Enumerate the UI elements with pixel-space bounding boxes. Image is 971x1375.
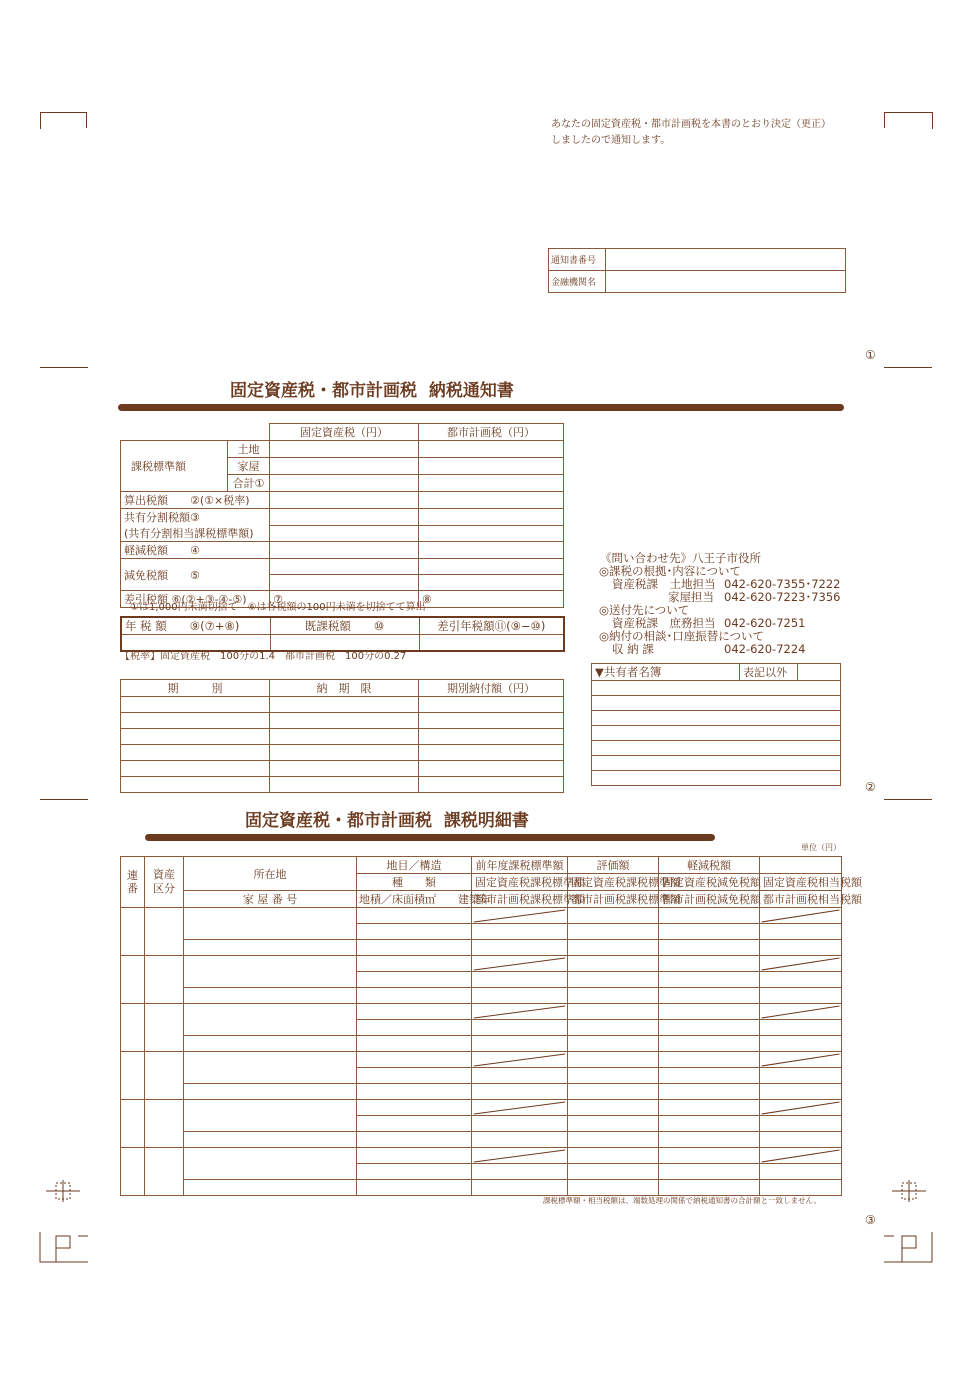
detail-row (121, 1180, 842, 1196)
slash-mark (472, 1100, 567, 1116)
crop-mark-top-right (884, 112, 933, 129)
net-tax-city-marker: ⑧ (419, 591, 564, 608)
contact-line8a: 収 納 課 (612, 642, 654, 656)
header-eval-fixed-base: 固定資産税課税標準額 (568, 874, 659, 891)
row-label-reduction-tax: 軽減税額 ④ (121, 542, 270, 559)
header-location: 所在地 (184, 857, 357, 891)
registration-mark-left (46, 1180, 80, 1202)
tax-notice-title-bar (118, 404, 844, 411)
header-prev-city-base: 都市計画税課税標準額 (472, 891, 568, 908)
contact-line3a: 資産税課 土地担当 (612, 577, 716, 591)
row-label-land: 土地 (228, 441, 270, 458)
slash-mark (760, 908, 841, 924)
detail-row (121, 940, 842, 956)
row-label-net-tax: 差引税額 ⑥(②+③-④-⑤) (121, 591, 270, 608)
header-fixed-equivalent: 固定資産税相当税額 (760, 874, 842, 891)
crop-mark-top-right-v (884, 112, 885, 128)
annual-tax-table (120, 616, 565, 652)
annual-tax-label: 年 税 額 ⑨(⑦+⑧) (121, 617, 270, 635)
fold-line-right-2 (884, 799, 932, 800)
notice-number-field[interactable] (606, 249, 846, 271)
contact-line3b: 042-620-7355･7222 (724, 577, 841, 591)
detail-footnote: 課税標準額・相当税額は、端数処理の関係で納税通知書の合計額と一致しません。 (543, 1196, 821, 1205)
header-house-number: 家 屋 番 号 (184, 891, 357, 908)
unit-label: 単位（円） (801, 843, 841, 852)
header-prev-base: 前年度課税標準額 (472, 857, 568, 874)
slash-mark (760, 1052, 841, 1068)
payment-period-table (120, 679, 564, 793)
detail-row (121, 1148, 842, 1164)
row-label-house: 家屋 (228, 458, 270, 475)
detail-row (121, 1084, 842, 1100)
tax-notice-title: 固定資産税・都市計画税 納税通知書 (230, 381, 514, 401)
row-label-exemption-tax: 減免税額 ⑤ (121, 559, 270, 591)
header-asset-class: 資産区分 (145, 857, 184, 908)
row-label-total: 合計① (228, 475, 270, 492)
header-kind: 種 類 (357, 874, 472, 891)
already-taxed-label: 既課税額 ⑩ (270, 617, 419, 635)
header-fixed-exemption: 固定資産税減免税額 (659, 874, 760, 891)
tax-base-label: 課税標準額 (121, 441, 228, 492)
notice-message-line1: あなたの固定資産税・都市計画税を本書のとおり決定（更正） (551, 119, 831, 130)
header-city-equivalent: 都市計画税相当税額 (760, 891, 842, 908)
slash-mark (472, 908, 567, 924)
notice-message-line2: しましたので通知します。 (551, 135, 671, 146)
period-amount-header: 期別納付額（円） (419, 680, 564, 697)
slash-mark (472, 956, 567, 972)
contact-line7: ◎納付の相談･口座振替について (599, 629, 765, 643)
tax-rate-note: 【税率】固定資産税 100分の1.4 都市計画税 100分の0.27 (120, 651, 407, 662)
coowner-title: ▼共有者名簿 (592, 664, 740, 681)
contact-line5: ◎送付先について (599, 603, 690, 617)
crop-mark-top-left (40, 112, 87, 129)
slash-mark (760, 1004, 841, 1020)
slash-mark (760, 1148, 841, 1164)
contact-line2: ◎課税の根拠･内容について (599, 564, 742, 578)
col-header-city-planning-tax: 都市計画税（円） (419, 424, 564, 441)
coowner-table (591, 663, 841, 786)
crop-mark-top-left-v (86, 112, 87, 128)
tax-amount-table (120, 423, 564, 608)
fold-line-left-2 (40, 799, 88, 800)
detail-row (121, 1036, 842, 1052)
header-structure: 地目／構造 (357, 857, 472, 874)
contact-line1: 《問い合わせ先》八王子市役所 (600, 551, 761, 565)
notice-number-label: 通知書番号 (549, 249, 606, 271)
slash-mark (760, 956, 841, 972)
period-header: 期 別 (121, 680, 270, 697)
rounding-note: ①は1,000円未満切捨て ⑥は各税額の100円未満を切捨てて算出 (130, 602, 426, 613)
bank-name-label: 金融機関名 (549, 271, 606, 293)
detail-row (121, 908, 842, 924)
row-label-share-tax: 共有分割税額③ (121, 509, 270, 526)
tax-detail-table (120, 856, 862, 1196)
contact-line8b: 042-620-7224 (724, 642, 806, 656)
detail-row (121, 1004, 842, 1020)
header-eval-city-base: 都市計画税課税標準額 (568, 891, 659, 908)
fold-line-right-1 (884, 367, 932, 368)
fold-marker-1: ① (865, 348, 876, 362)
slash-mark (472, 1004, 567, 1020)
detail-row (121, 988, 842, 1004)
slash-mark (472, 1148, 567, 1164)
detail-row (121, 1052, 842, 1068)
fold-marker-2: ② (865, 780, 876, 794)
detail-title-bar (145, 834, 715, 841)
header-prev-fixed-base: 固定資産税課税標準額 (472, 874, 568, 891)
detail-row (121, 1100, 842, 1116)
corner-mark-bottom-right (884, 1232, 934, 1264)
registration-mark-right (892, 1180, 926, 1202)
col-header-fixed-asset-tax: 固定資産税（円） (270, 424, 419, 441)
fold-marker-3: ③ (865, 1213, 876, 1227)
contact-line4a: 家屋担当 (668, 590, 714, 604)
header-reduction: 軽減税額 (659, 857, 760, 874)
fold-line-left-1 (40, 367, 88, 368)
slash-mark (760, 1100, 841, 1116)
row-label-share-base: (共有分割相当課税標準額) (121, 525, 270, 542)
net-annual-tax-label: 差引年税額⑪(⑨−⑩) (419, 617, 564, 635)
detail-title: 固定資産税・都市計画税 課税明細書 (245, 811, 529, 831)
notice-info-table (548, 248, 846, 293)
due-date-header: 納 期 限 (270, 680, 419, 697)
header-area-year: 地積／床面積㎡ 建築年 (357, 891, 472, 908)
contact-line6b: 042-620-7251 (724, 616, 806, 630)
detail-row (121, 956, 842, 972)
net-tax-fixed-marker: ⑦ (270, 591, 419, 608)
header-evaluation: 評価額 (568, 857, 659, 874)
header-city-exemption: 都市計画税減免税額 (659, 891, 760, 908)
detail-row (121, 1132, 842, 1148)
contact-line6a: 資産税課 庶務担当 (612, 616, 716, 630)
contact-line4b: 042-620-7223･7356 (724, 590, 841, 604)
bank-name-field[interactable] (606, 271, 846, 293)
header-serial: 連番 (121, 857, 145, 908)
slash-mark (472, 1052, 567, 1068)
coowner-other-label: 表記以外 (740, 664, 798, 681)
row-label-calculated-tax: 算出税額 ②(①×税率) (121, 492, 270, 509)
corner-mark-bottom-left (40, 1232, 90, 1264)
